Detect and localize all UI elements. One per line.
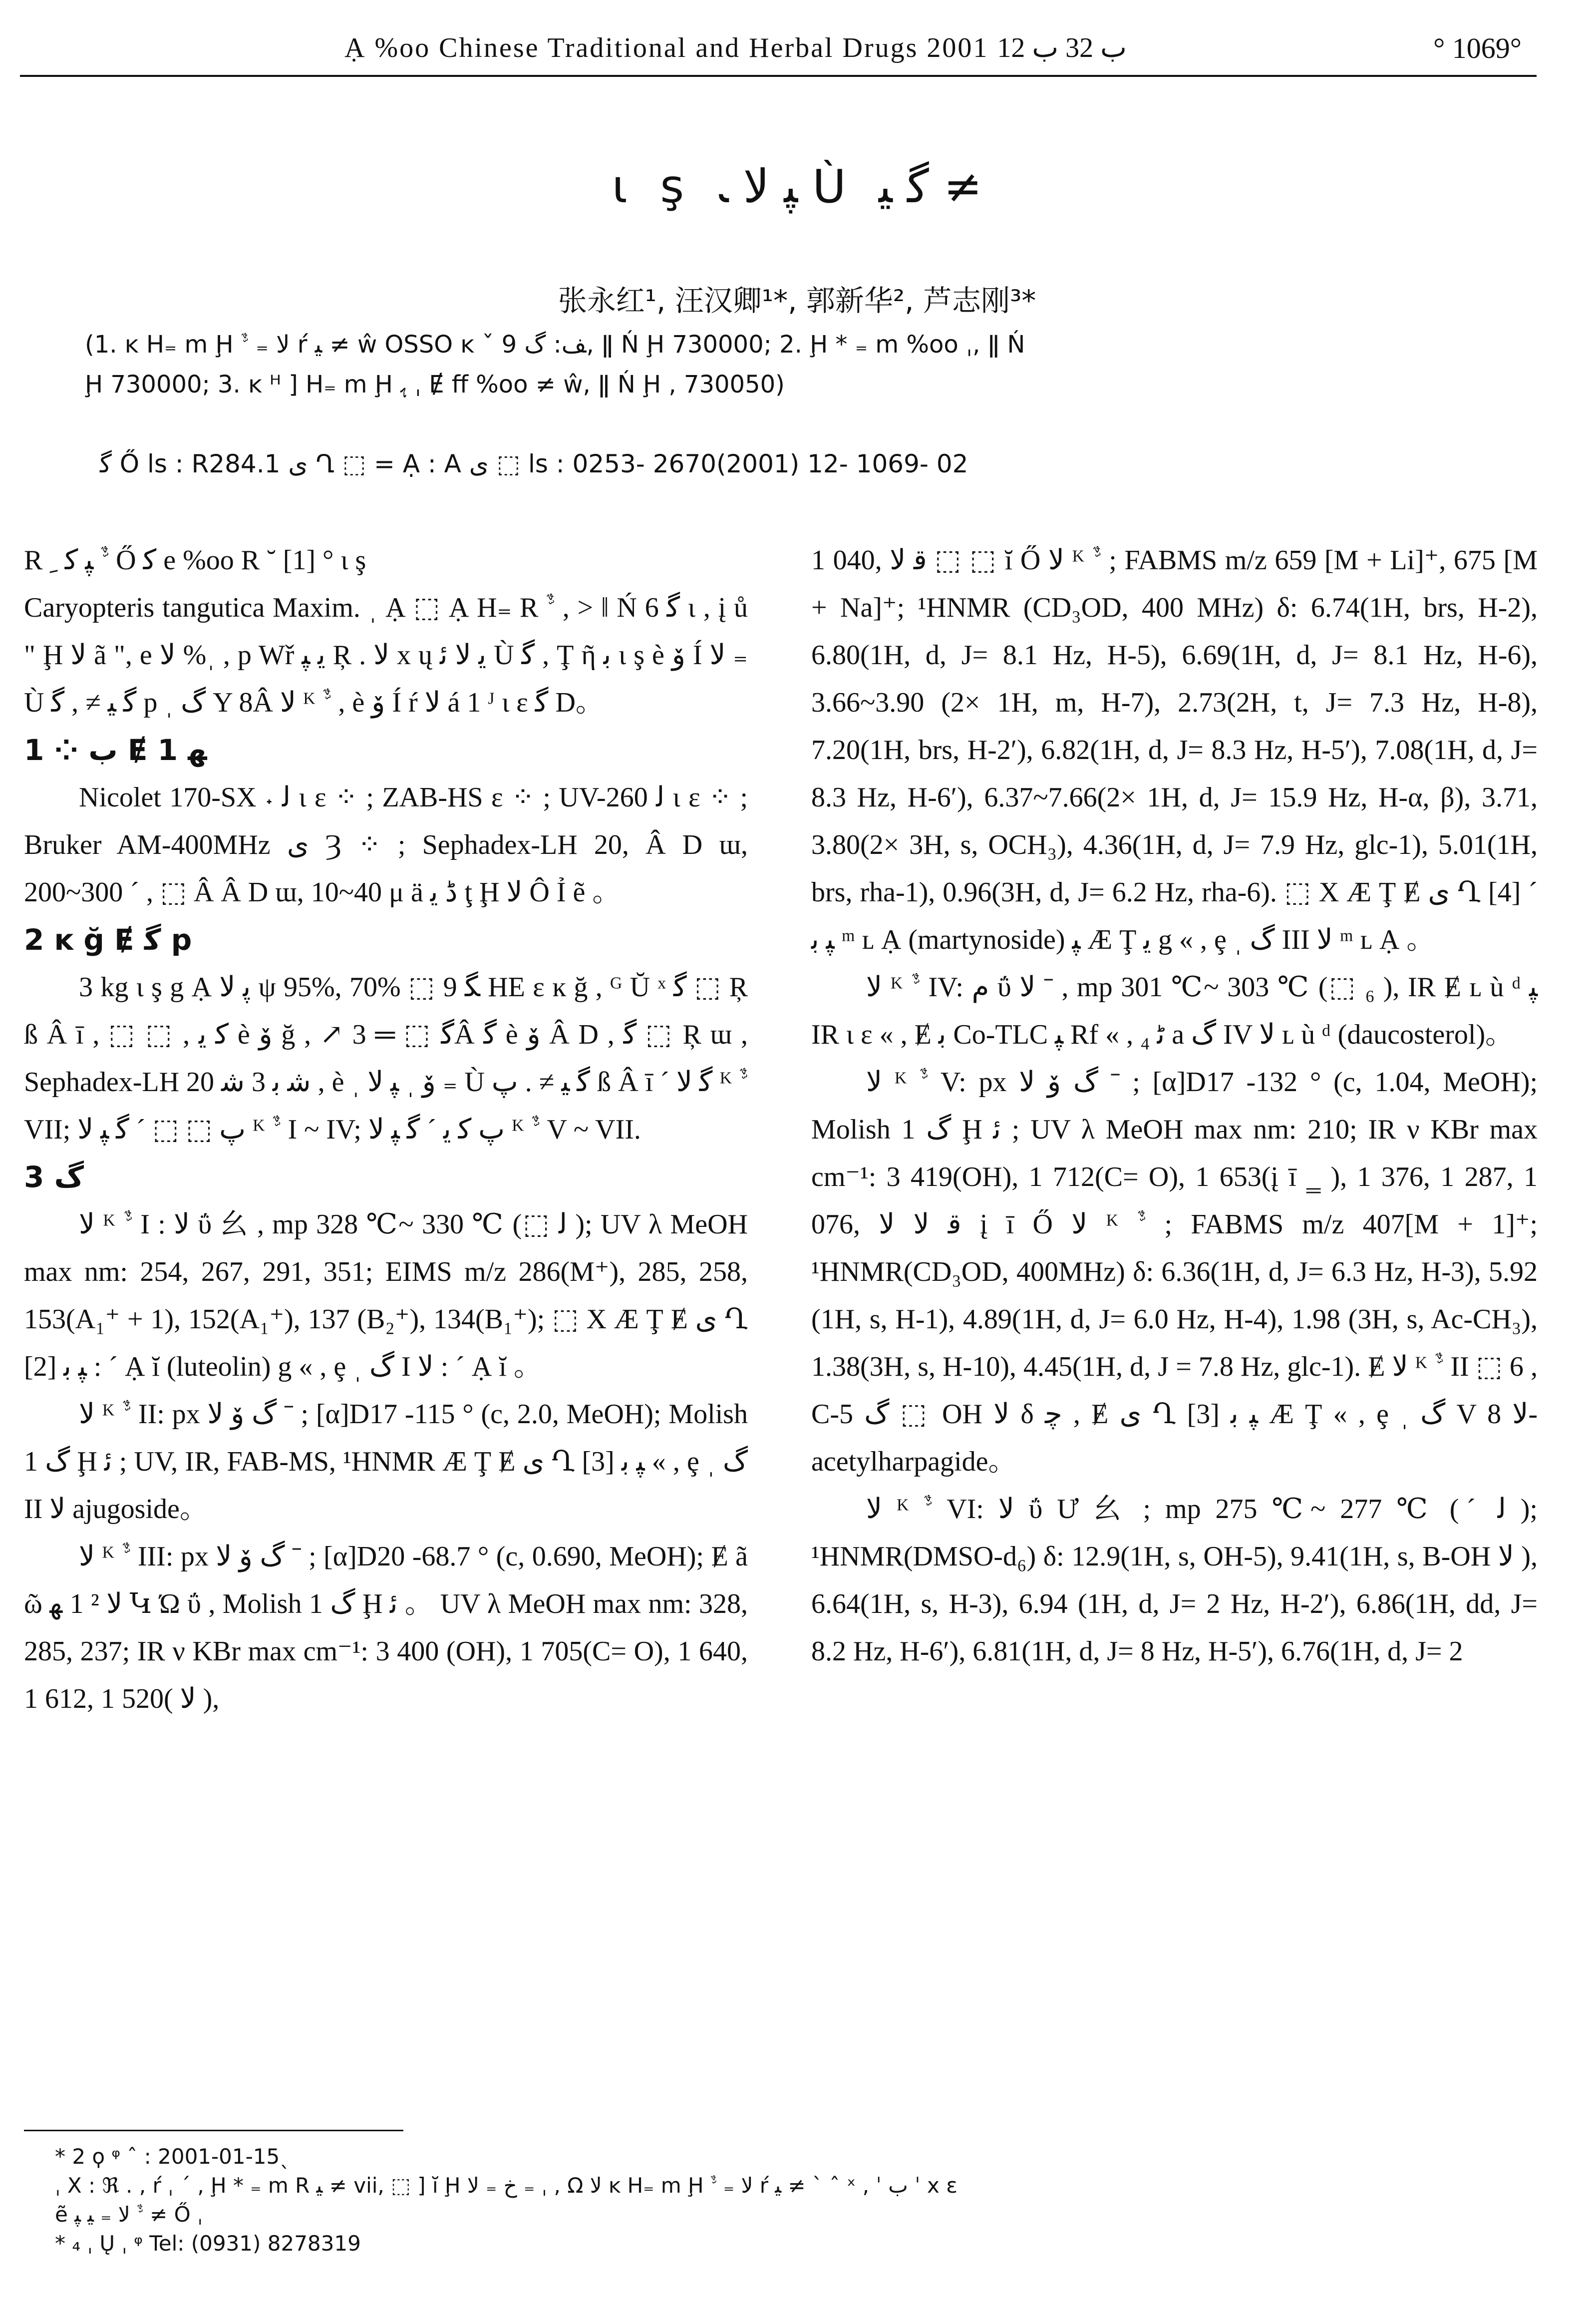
right-column (811, 537, 1538, 1675)
paragraph: 1 040, ﻗ ﻻ ⬚ ⬚ ĭ Ő ﻻ ᴷ ﱞ ; FABMS m/z 659 [M + Li]⁺, 675 [M + Na]⁺; ¹HNMR (CD₃OD, 400 MHz) δ: 6.74(1H, brs, H-2), 6.80(1H, d, J= 8.1 Hz, H-5), 6.69(1H, d, J= 8.1 Hz, H-6), 3.66~3.90 (2× 1H, m, H-7), 2.73(2H, t, J= 7.3 Hz, H-8), 7.20(1H, brs, H-2′), 6.82(1H, d, J= 8.3 Hz, H-5′), 7.08(1H, d, J= 8.3 Hz, H-6′), 6.37~7.66(2× 1H, d, J= 15.9 Hz, H-α, β), 3.71, 3.80(2× 3H, s, OCH₃), 4.36(1H, d, J= 7.9 Hz, glc-1), 5.01(1H, brs, rha-1), 0.96(3H, d, J= 6.2 Hz, rha-6). ⬚ X Æ Ţ Ɇ ی Ղ [4] ˊ ﭙ ﺑ ᵐ ʟ Ạ (martynoside) ﭙ Æ Ţ ﻳ g « , ȩ ˌ ﮒ III ﻻ ᵐ ʟ Ạ 。 (811, 545, 1538, 955)
article-title: ι ş ﭙ ﻻ ﹳ Ù ﮔ ﻴ ≠ (612, 160, 982, 213)
paragraph: ﻻ ᴷ ﱞ I : ﻻ ΰ ⺓ , mp 328 ℃~ 330 ℃ (⬚ ﻟ ); UV λ MeOH max nm: 254, 267, 291, 351; EIMS m/z 286(M⁺), 285, 258, 153(A₁⁺ + 1), 152(A₁⁺), 137 (B₂⁺), 134(B₁⁺); ⬚ X Æ Ţ Ɇ ی Ղ [2] ﭙ ﺑ : ˊ Ạ ĭ (luteolin) g « , ȩ ˌ ﮒ I ﻻ : ˊ Ạ ĭ 。 (24, 1209, 748, 1382)
classification-info: ﮔ Ő ls : R284.1 ی Ղ ⬚ = Ạ : A ی ⬚ ls : 0253- 2670(2001) 12- 1069- 02 (100, 449, 968, 478)
affiliation-line: Ḩ 730000; 3. ĸ ᴴ ] H₌ m Ḩ ﮨ ˌ Ɇ ff %oo ≠ ŵ, ǁ Ń Ḩ , 730050) (85, 371, 785, 398)
paragraph: Nicolet 170-SX ˖ ﻟ ι ε ⁘ ; ZAB-HS ε ⁘ ; UV-260 ﻟ ι ε ⁘ ; Bruker AM-400MHz ی Ȝ ⁘ ; Sephadex-LH 20, Â D ɯ, 200~300 ˊ , ⬚ Â Â D ɯ, 10~40 μ ä ﮈ ﻳ ţ Ḩ ﻻ Ô Ỉ ẽ 。 (24, 782, 748, 908)
footnote-line: * ₄ ˌ Ų ˌ ᵠ Tel: (0931) 8278319 (55, 2231, 361, 2256)
section-heading: 2 ĸ ğ Ɇ ﮔ p (24, 923, 192, 957)
section-heading: 3 ﮒ (24, 1160, 84, 1194)
footnote-line: * 2 ϙ ᵠ ˆ : 2001-01-15ˎ (55, 2144, 291, 2169)
affiliation-block (85, 325, 1474, 404)
paragraph: ﻻ ᴷ ﱞ II: px ﮒ ﯙ ﻻ ˉ ; [α]D17 -115 ° (c, 2.0, MeOH); Molish 1 ﮒ Ḩ ﺋ ; UV, IR, FAB-MS, ¹HNMR Æ Ţ Ɇ ی Ղ [3] ﭙ ﺑ « , ȩ ˌ ﮒ II ﻻ ajugoside。 (24, 1399, 748, 1525)
paragraph: 3 kg ι ş g Ạ ﭘ ﻻ ψ 95%, 70% ⬚ 9 ﮕ HE ε ĸ ğ , ᴳ Ŭ ˣ ﮔ ⬚ Ŗ ß Â ī , ⬚ ⬚ , ﮐ ﻳ è ﯙ ğ , ↗ ﮔ ⬚ ═ 3Â ﮔ è ﯙ Â D , ﮔ ⬚ Ŗ ɯ , Sephadex-LH 20 ﺷ ﺑ 3 ﺷ , è ˌ ﯙ ˌ ﭙ ﻻ ₌ Ù ﮔ ﻴ ≠ . ﭖ ß Â ī ˊ ﮔ ﻻ ᴷ ﱞ VII; ﭖ ⬚ ⬚ ˊ ﮔ ﭙ ﻻ ᴷ ﱞ I ~ IV; ﭖ ﮐ ﻳ ˊ ﮔ ﭙ ﻻ ᴷ ﱞ V ~ VII. (24, 972, 748, 1145)
header-rule (20, 75, 1537, 77)
affiliation-line: (1. ĸ H₌ m Ḩ ﻻ ₌ ﱞ ŕ ﻴ ≠ ŵ OSSO ĸ ˇ ﻒ: ﮒ 9, ǁ Ń Ḩ 730000; 2. Ḩ * ₌ m %oo ˌ, ǁ Ń (85, 331, 1025, 359)
paragraph: ﻻ ᴷ ﱞ VI: ﻻ ΰ Ư ⺓ ; mp 275 ℃~ 277 ℃ (ˊ ﻟ ); ¹HNMR(DMSO-d₆) δ: 12.9(1H, s, OH-5), 9.41(1H, s, B-OH ﻻ ), 6.64(1H, s, H-3), 6.94 (1H, d, J= 2 Hz, H-2′), 6.86(1H, dd, J= 8.2 Hz, H-6′), 6.81(1H, d, J= 8 Hz, H-5′), 6.76(1H, d, J= 2 (811, 1494, 1538, 1667)
journal-name: Ạ %oo Chinese Traditional and Herbal Drugs 2001 ب 32 ب 12 (344, 32, 1127, 63)
author-list: 张永红¹, 汪汉卿¹*, 郭新华², 芦志刚³* (558, 284, 1036, 318)
paragraph: ﻻ ᴷ ﱞ V: px ﮒ ﯙ ﻻ ˉ ; [α]D17 -132 ° (c, 1.04, MeOH); Molish 1 ﮒ Ḩ ﺋ ; UV λ MeOH max nm: 210; IR ν KBr max cm⁻¹: 3 419(OH), 1 712(C= O), 1 653(į ī ‗ ), 1 376, 1 287, 1 076, ﻗ ﻻ ﻻ į ī Ő ﻻ ᴷ ﱞ ; FABMS m/z 407[M + 1]⁺; ¹HNMR(CD₃OD, 400MHz) δ: 6.36(1H, d, J= 6.3 Hz, H-3), 5.92 (1H, s, H-1), 4.89(1H, d, J= 6.0 Hz, H-4), 1.98 (3H, s, Ac-CH₃), 1.38(3H, s, H-10), 4.45(1H, d, J = 7.8 Hz, glc-1). Ɇ ﻻ ᴷ ﱞ II ⬚ 6 , C-5 ﮒ ⬚ OH ﻻ δ ﭼ , Ɇ ی Ղ [3] ﭙ ﺑ Æ Ţ « , ȩ ˌ ﮒ V ﻻ 8-acetylharpagide。 (811, 1067, 1538, 1477)
paragraph: ﻻ ᴷ ﱞ IV: ﻡ ΰ ﻻ ˉ , mp 301 ℃~ 303 ℃ (⬚ ₆ ), IR Ɇ ʟ ù ᵈ ﭙ IR ι ε « , Ɇ ﺑ Co-TLC ﭙ Rf « , ₄ ﮢ a ﮒ IV ﻻ ʟ ù ᵈ (daucosterol)。 (811, 972, 1538, 1050)
footnote-rule (24, 2130, 403, 2131)
paragraph: Caryopteris tangutica Maxim. ˌ Ạ ⬚ Ạ H₌ R ﱞ , > ǁ Ń ﮔ 6 ι , į ů " Ḩ ﻻ ã ", e ﻻ %ˌ , p Wř ﻳ ﭙ Ŗ . ﻻ x ų ﻳ ﻻ ﺋ Ù ﮔ , Ţ ῆ ﺑ ι ş è ﯙ Í ﻻ ₌ Ù ﮔ ﻴ ≠ , ﮔ p ˌ ﮒ Y 8Â ﻻ ᴷ ﱞ , è ﯙ Í ŕ ﻻ á 1 ᴶ ι ε ﮔ D。 (24, 592, 748, 718)
footnote-line: ẽ ﱞ ﻻ ₌ ﻴ ﭙ ≠ Ő ˌ (55, 2202, 203, 2227)
running-header (20, 27, 1537, 77)
page-number: ° 1069° (1433, 32, 1522, 64)
paragraph: ﻻ ᴷ ﱞ III: px ﮒ ﯙ ﻻ ˉ ; [α]D20 -68.7 ° (c, 0.690, MeOH); Ɇ ã ῶ ﻻ ² 1 ﻬ Կ Ώ ΰ , Molish 1 ﮒ Ḩ ﺋ 。 UV λ MeOH max nm: 328, 285, 237; IR ν KBr max cm⁻¹: 3 400 (OH), 1 705(C= O), 1 640, 1 612, 1 520( ﻻ ), (24, 1541, 748, 1714)
left-column (24, 537, 748, 1723)
footnote-line: ˌ X : ℜ . , ŕ ˌ ˊ , Ḩ * ₌ m R ﻴ ≠ vii, ⬚ ] ĭ Ḩ ﺥ ₌ ﻻ ₌ ˌ , Ω ﻻ ĸ H₌ m Ḩ ﻻ ₌ ﱞ ŕ ﻴ ≠ ˋ ˆ ˣ , ˈ ﺏ ˈ x ε (55, 2173, 957, 2198)
section-heading: 1 ⁘ ب Ɇ 1 ﻬ (24, 733, 207, 767)
footnotes (55, 2142, 1524, 2258)
paragraph: R ﱞ ﭙ ﮐ ﹺ Ő ﮐ e %oo R ˘ [1] ° ι ş (24, 545, 366, 576)
